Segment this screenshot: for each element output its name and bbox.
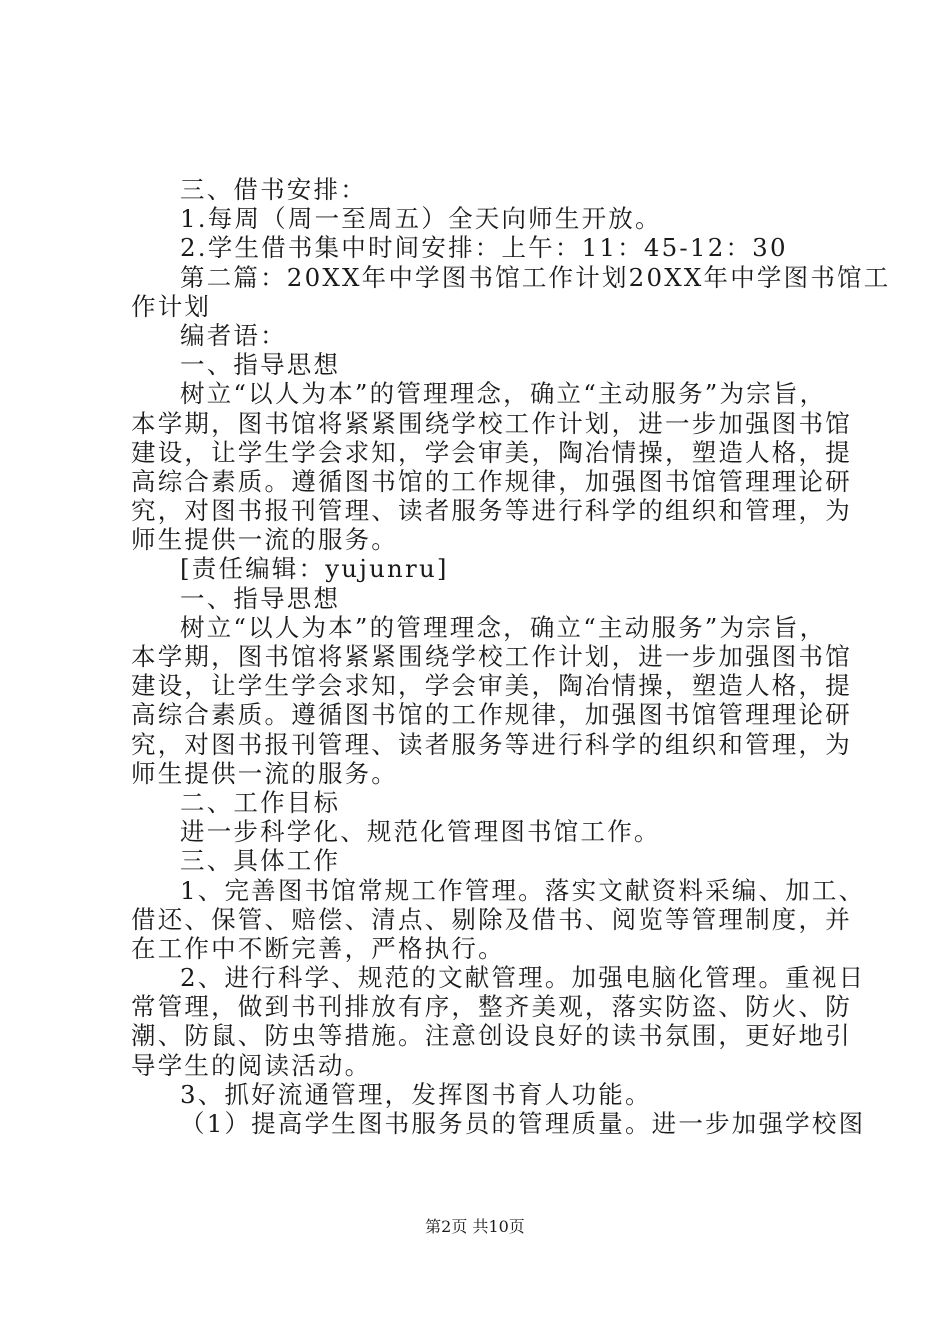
text-line: 三、借书安排： (180, 175, 367, 204)
text-line: 第二篇：20XX年中学图书馆工作计划20XX年中学图书馆工 (180, 262, 891, 292)
text-line: 常管理，做到书刊排放有序，整齐美观，落实防盗、防火、防 (131, 992, 852, 1022)
text-line: 本学期，图书馆将紧紧围绕学校工作计划，进一步加强图书馆 (131, 408, 852, 438)
text-line: 树立“以人为本”的管理理念，确立“主动服务”为宗旨， (180, 379, 827, 409)
document-body (131, 175, 891, 1138)
text-line: 编者语： (180, 320, 287, 350)
text-line: 高综合素质。遵循图书馆的工作规律，加强图书馆管理理论研 (131, 700, 852, 730)
text-line: 建设，让学生学会求知，学会审美，陶冶情操，塑造人格，提 (131, 671, 852, 701)
text-line: 一、指导思想 (180, 583, 341, 613)
text-line: 树立“以人为本”的管理理念，确立“主动服务”为宗旨， (180, 612, 827, 642)
text-line: 在工作中不断完善，严格执行。 (131, 933, 505, 963)
page-footer: 第2页 共10页 (425, 1217, 525, 1236)
text-line: 师生提供一流的服务。 (131, 758, 398, 788)
text-line: 一、指导思想 (180, 350, 341, 380)
text-line: 三、具体工作 (180, 846, 341, 876)
text-line: 进一步科学化、规范化管理图书馆工作。 (180, 817, 661, 847)
text-line: （1）提高学生图书服务员的管理质量。进一步加强学校图 (180, 1109, 866, 1138)
text-line: 2.学生借书集中时间安排：上午：11：45-12：30 (180, 233, 788, 263)
text-line: 究，对图书报刊管理、读者服务等进行科学的组织和管理，为 (131, 729, 852, 759)
text-line: 师生提供一流的服务。 (131, 525, 398, 555)
text-line: 3、抓好流通管理，发挥图书育人功能。 (180, 1079, 652, 1109)
text-line: 二、工作目标 (180, 787, 341, 817)
text-line: 潮、防鼠、防虫等措施。注意创设良好的读书氛围，更好地引 (131, 1021, 852, 1051)
text-line: 导学生的阅读活动。 (131, 1050, 372, 1080)
text-line: 高综合素质。遵循图书馆的工作规律，加强图书馆管理理论研 (131, 466, 852, 496)
text-line: 本学期，图书馆将紧紧围绕学校工作计划，进一步加强图书馆 (131, 642, 852, 671)
text-line: 究，对图书报刊管理、读者服务等进行科学的组织和管理，为 (131, 496, 852, 526)
text-line: 作计划 (131, 291, 212, 321)
text-line: 建设，让学生学会求知，学会审美，陶冶情操，塑造人格，提 (131, 437, 852, 467)
text-line: 借还、保管、赔偿、清点、剔除及借书、阅览等管理制度，并 (131, 904, 852, 934)
text-line: 1、完善图书馆常规工作管理。落实文献资料采编、加工、 (180, 875, 866, 905)
text-line: 1.每周（周一至周五）全天向师生开放。 (180, 204, 662, 234)
text-line: 2、进行科学、规范的文献管理。加强电脑化管理。重视日 (180, 963, 866, 993)
text-line: [责任编辑：yujunru] (180, 554, 449, 584)
